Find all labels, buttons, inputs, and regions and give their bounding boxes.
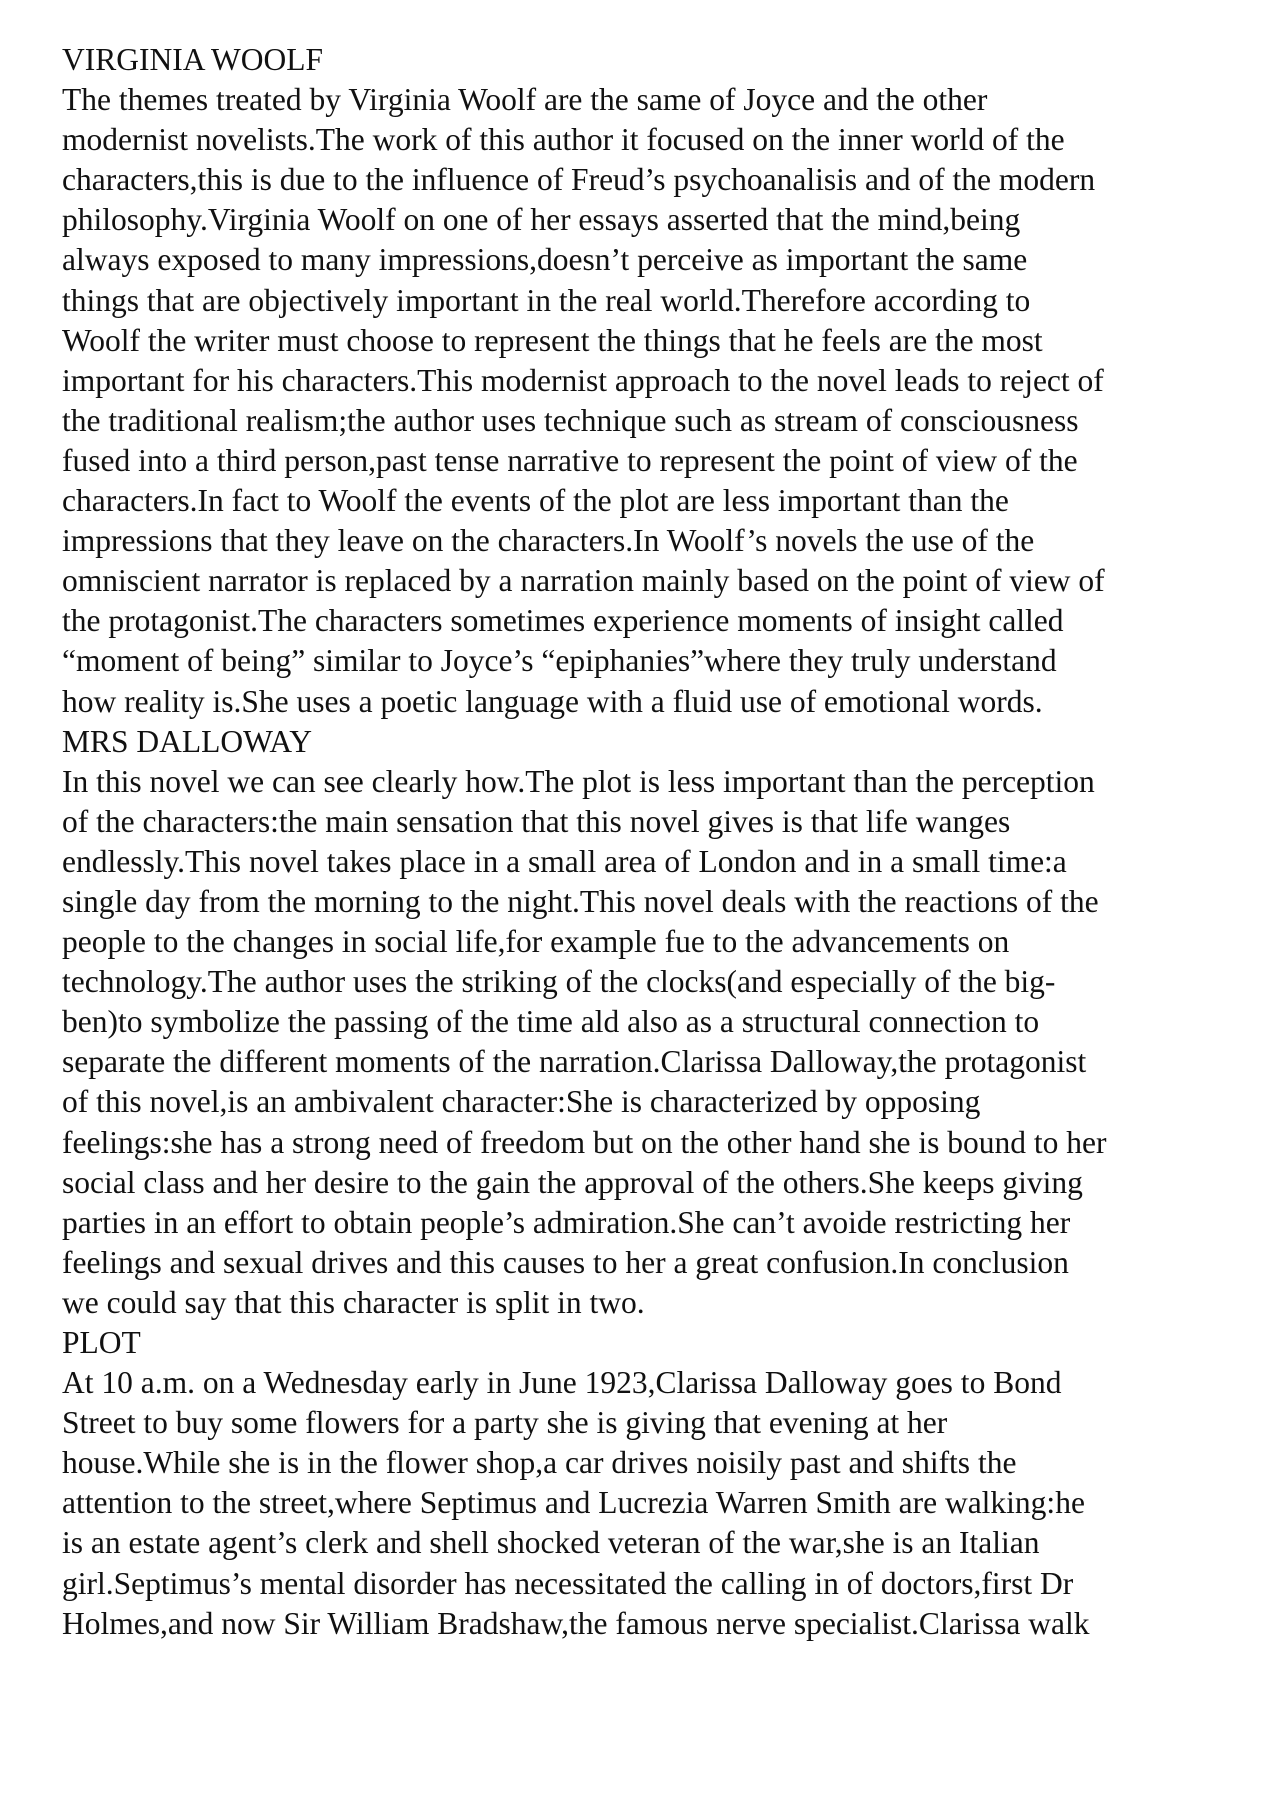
text-line: technology.The author uses the striking of the clocks(and especially of the big- — [62, 964, 1056, 1000]
text-line: ben)to symbolize the passing of the time ald also as a structural connection to — [62, 1004, 1040, 1040]
text-line: social class and her desire to the gain the approval of the others.She keeps giving — [62, 1164, 1083, 1200]
text-line: omniscient narrator is replaced by a narration mainly based on the point of view of — [62, 563, 1105, 599]
text-line: is an estate agent’s clerk and shell shocked veteran of the war,she is an Italian — [62, 1525, 1040, 1561]
text-line: the protagonist.The characters sometimes experience moments of insight called — [62, 603, 1064, 639]
text-line: endlessly.This novel takes place in a small area of London and in a small time:a — [62, 843, 1067, 879]
text-line: Woolf the writer must choose to represent the things that he feels are the most — [62, 322, 1043, 358]
text-line: feelings and sexual drives and this causes to her a great confusion.In conclusion — [62, 1244, 1069, 1280]
text-line: parties in an effort to obtain people’s admiration.She can’t avoide restricting her — [62, 1204, 1071, 1240]
text-line: impressions that they leave on the characters.In Woolf’s novels the use of the — [62, 523, 1035, 559]
text-line: attention to the street,where Septimus and Lucrezia Warren Smith are walking:he — [62, 1485, 1085, 1521]
text-line: fused into a third person,past tense narrative to represent the point of view of the — [62, 442, 1078, 478]
text-line: the traditional realism;the author uses technique such as stream of consciousness — [62, 402, 1079, 438]
document-page — [62, 40, 1242, 1644]
text-line: philosophy.Virginia Woolf on one of her essays asserted that the mind,being — [62, 202, 1021, 238]
text-line: house.While she is in the flower shop,a car drives noisily past and shifts the — [62, 1445, 1017, 1481]
section-heading: PLOT — [62, 1325, 141, 1360]
section-virginia-woolf — [62, 40, 1242, 722]
text-line: of this novel,is an ambivalent character:She is characterized by opposing — [62, 1084, 981, 1120]
text-line: At 10 a.m. on a Wednesday early in June 1923,Clarissa Dalloway goes to Bond — [62, 1365, 1062, 1401]
text-line: feelings:she has a strong need of freedom but on the other hand she is bound to her — [62, 1124, 1107, 1160]
section-heading: VIRGINIA WOOLF — [62, 42, 324, 77]
text-line: of the characters:the main sensation that this novel gives is that life wanges — [62, 803, 1011, 839]
text-line: girl.Septimus’s mental disorder has necessitated the calling in of doctors,first Dr — [62, 1565, 1074, 1601]
text-line: we could say that this character is split in two. — [62, 1284, 645, 1320]
text-line: things that are objectively important in the real world.Therefore according to — [62, 282, 1031, 318]
text-line: how reality is.She uses a poetic language with a fluid use of emotional words. — [62, 683, 1043, 719]
text-line: In this novel we can see clearly how.The plot is less important than the perception — [62, 763, 1095, 799]
text-line: The themes treated by Virginia Woolf are the same of Joyce and the other — [62, 82, 988, 118]
text-line: people to the changes in social life,for example fue to the advancements on — [62, 924, 1010, 960]
section-heading: MRS DALLOWAY — [62, 723, 312, 759]
text-line: “moment of being” similar to Joyce’s “epiphanies”where they truly understand — [62, 643, 1057, 679]
text-line: single day from the morning to the night.This novel deals with the reactions of the — [62, 883, 1099, 919]
text-line: important for his characters.This modernist approach to the novel leads to reject of — [62, 362, 1104, 398]
text-line: Street to buy some flowers for a party she is giving that evening at her — [62, 1405, 948, 1441]
text-line: characters,this is due to the influence of Freud’s psychoanalisis and of the modern — [62, 162, 1096, 198]
text-line: modernist novelists.The work of this author it focused on the inner world of the — [62, 122, 1065, 158]
section-plot — [62, 1323, 1242, 1644]
text-line: separate the different moments of the narration.Clarissa Dalloway,the protagonist — [62, 1044, 1087, 1080]
text-line: Holmes,and now Sir William Bradshaw,the famous nerve specialist.Clarissa walk — [62, 1605, 1090, 1641]
text-line: characters.In fact to Woolf the events of the plot are less important than the — [62, 483, 1009, 519]
section-mrs-dalloway — [62, 722, 1242, 1323]
text-line: always exposed to many impressions,doesn’t perceive as important the same — [62, 242, 1028, 278]
